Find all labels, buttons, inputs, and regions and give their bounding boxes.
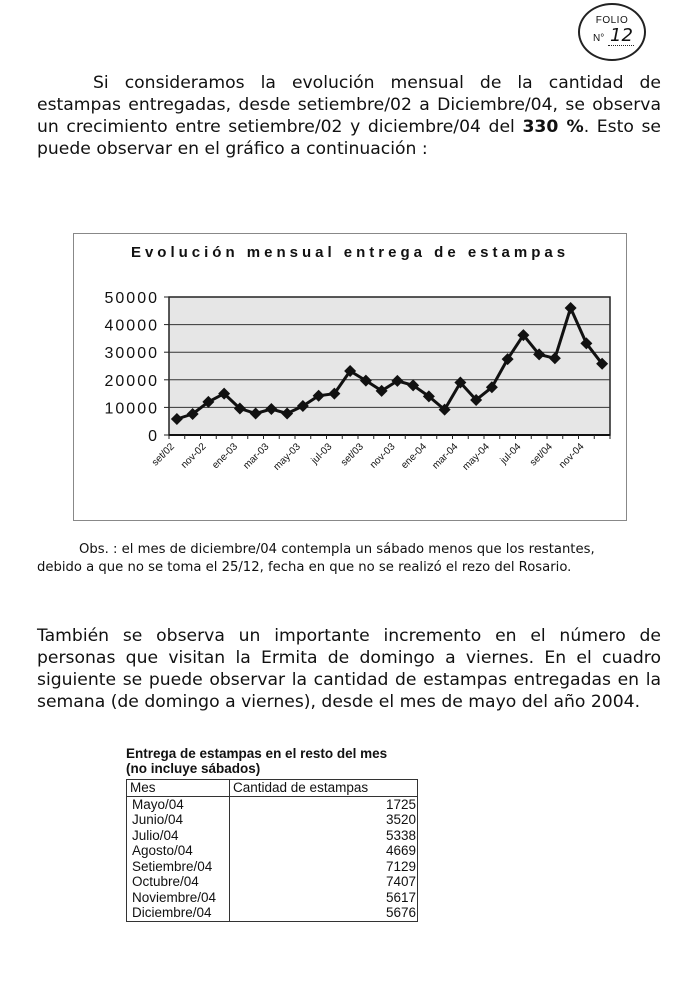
table-row: [127, 796, 418, 812]
cell-mes: Mayo/04: [127, 796, 230, 812]
x-tick-label: ene-04: [399, 441, 429, 472]
y-tick-label: 30000: [104, 345, 159, 363]
intro-paragraph: [37, 72, 661, 160]
x-tick-label: mar-03: [241, 441, 272, 472]
column-header-cantidad: Cantidad de estampas: [230, 780, 418, 797]
x-tick-label: set/03: [338, 441, 366, 469]
cell-cantidad: 5338: [230, 828, 418, 844]
cell-cantidad: 1725: [230, 796, 418, 812]
cell-mes: Junio/04: [127, 812, 230, 828]
column-header-mes: Mes: [127, 780, 230, 797]
cell-cantidad: 5617: [230, 890, 418, 906]
line-chart-frame: [73, 233, 627, 521]
y-tick-label: 0: [148, 428, 159, 445]
table-title-line-1: Entrega de estampas en el resto del mes: [126, 746, 388, 761]
cell-cantidad: 7407: [230, 874, 418, 890]
growth-percentage: 330 %: [522, 117, 584, 137]
y-tick-label: 20000: [104, 372, 159, 390]
folio-label: FOLIO: [595, 15, 629, 26]
folio-dotted-line: [608, 45, 634, 46]
intro-text-1: Si consideramos la evolución mensual de la cantidad de estampas entregadas, desde setiembre/02 a Diciembre/04, se observa un crecimiento entre setiembre/02 y diciembre/04 del: [37, 73, 661, 137]
x-tick-label: may-04: [460, 441, 492, 473]
folio-stamp: [578, 3, 646, 61]
observation-note: [37, 541, 661, 577]
plot-area: [169, 297, 610, 435]
cell-cantidad: 5676: [230, 905, 418, 921]
cell-mes: Octubre/04: [127, 874, 230, 890]
cell-cantidad: 7129: [230, 859, 418, 875]
x-tick-label: nov-02: [179, 441, 209, 471]
y-tick-label: 10000: [104, 400, 159, 418]
x-tick-label: nov-03: [368, 441, 398, 471]
second-paragraph-text: También se observa un importante incremento en el número de personas que visitan la Ermita de domingo a viernes. En el cuadro siguiente se puede observar la cantidad de estampas entregadas en la semana (de domingo a viernes), desde el mes de mayo del año 2004.: [37, 626, 661, 712]
cell-mes: Noviembre/04: [127, 890, 230, 906]
intro-text-2: . Esto se puede observar en el gráfico a continuación :: [37, 117, 661, 159]
chart-title: Evolución mensual entrega de estampas: [130, 244, 570, 261]
x-tick-label: set/02: [149, 441, 177, 469]
table-row: [127, 905, 418, 921]
table-title-line-2: (no incluye sábados): [126, 761, 261, 776]
table-row: [127, 843, 418, 859]
stamps-table: [126, 779, 418, 922]
observation-line-1: Obs. : el mes de diciembre/04 contempla un sábado menos que los restantes,: [79, 542, 595, 557]
table-row: [127, 812, 418, 828]
cell-cantidad: 3520: [230, 812, 418, 828]
second-paragraph: [37, 625, 661, 713]
cell-mes: Julio/04: [127, 828, 230, 844]
cell-mes: Setiembre/04: [127, 859, 230, 875]
table-header-row: [127, 780, 418, 797]
y-tick-label: 40000: [104, 317, 159, 335]
cell-mes: Agosto/04: [127, 843, 230, 859]
folio-number-prefix: N°: [593, 33, 605, 44]
y-tick-label: 50000: [104, 290, 159, 307]
line-chart: [74, 234, 626, 520]
x-tick-label: set/04: [527, 441, 555, 469]
cell-mes: Diciembre/04: [127, 905, 230, 921]
table-title: [126, 746, 387, 776]
cell-cantidad: 4669: [230, 843, 418, 859]
x-tick-label: ene-03: [210, 441, 240, 472]
x-tick-label: nov-04: [557, 441, 587, 471]
x-tick-label: jul-03: [309, 441, 335, 467]
x-tick-label: jul-04: [498, 441, 524, 467]
table-row: [127, 890, 418, 906]
table-row: [127, 859, 418, 875]
observation-line-2: debido a que no se toma el 25/12, fecha en que no se realizó el rezo del Rosario.: [37, 560, 572, 575]
folio-number: 12: [610, 25, 633, 46]
x-tick-label: mar-04: [430, 441, 461, 472]
table-row: [127, 828, 418, 844]
x-tick-label: may-03: [271, 441, 303, 473]
table-row: [127, 874, 418, 890]
